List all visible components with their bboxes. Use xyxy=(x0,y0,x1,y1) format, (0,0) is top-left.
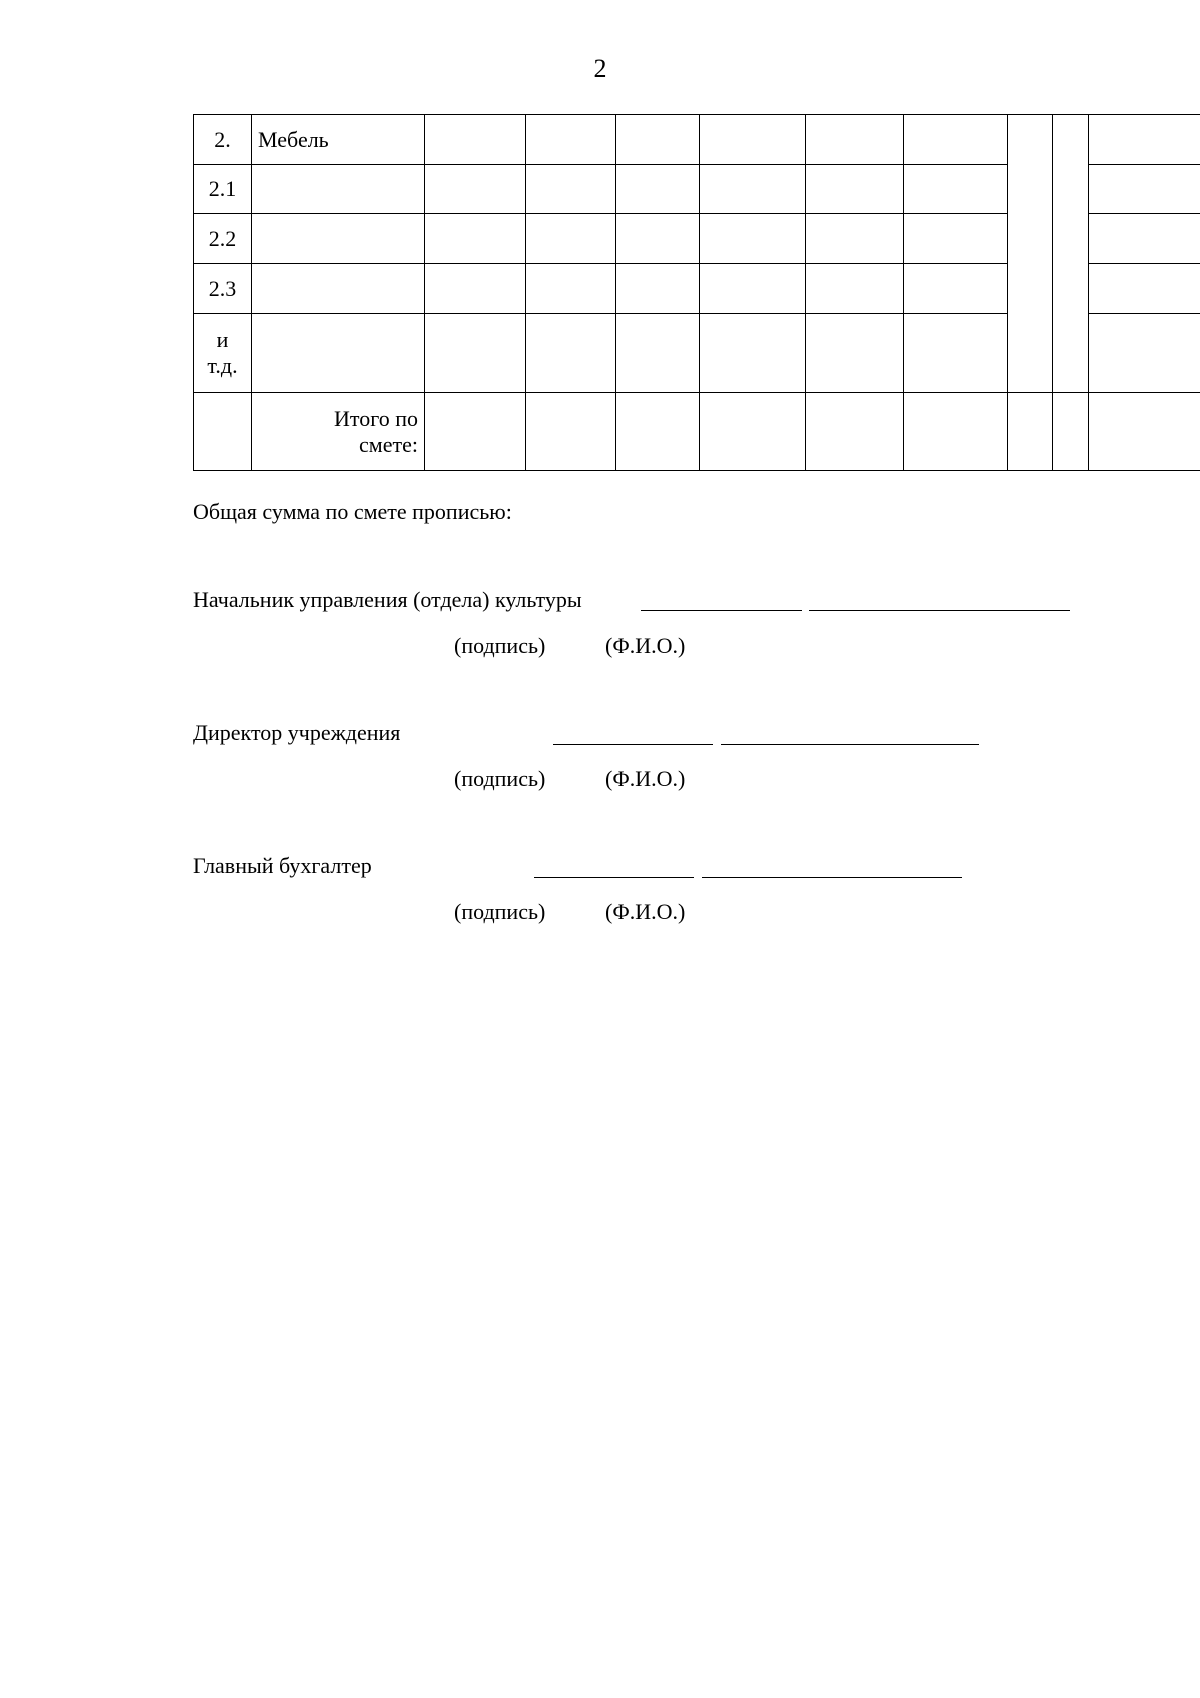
signature-caption: (подпись) xyxy=(454,633,546,658)
value-cell[interactable] xyxy=(425,165,526,214)
signature-title-head: Начальник управления (отдела) культуры xyxy=(193,587,582,612)
value-cell[interactable] xyxy=(1008,264,1053,314)
value-cell[interactable] xyxy=(616,264,700,314)
value-cell[interactable] xyxy=(425,264,526,314)
value-cell[interactable] xyxy=(700,165,806,214)
total-value-cell[interactable] xyxy=(526,393,616,471)
value-cell[interactable] xyxy=(904,115,1008,165)
value-cell[interactable] xyxy=(806,264,904,314)
table-row xyxy=(194,314,1200,393)
row-number-cell: 2. xyxy=(194,115,252,165)
value-cell[interactable] xyxy=(425,214,526,264)
row-number-cell: 2.3 xyxy=(194,264,252,314)
name-line[interactable] xyxy=(702,877,962,878)
signature-line[interactable] xyxy=(534,877,694,878)
total-value-cell[interactable] xyxy=(904,393,1008,471)
row-number-line: и xyxy=(216,327,229,352)
row-name-cell[interactable] xyxy=(252,264,425,314)
name-caption: (Ф.И.О.) xyxy=(605,766,686,791)
total-row xyxy=(194,393,1200,471)
total-value-cell[interactable] xyxy=(806,393,904,471)
signature-title-director: Директор учреждения xyxy=(193,720,401,745)
value-cell[interactable] xyxy=(1053,264,1089,314)
value-cell[interactable] xyxy=(1053,214,1089,264)
name-line[interactable] xyxy=(721,744,979,745)
signature-line[interactable] xyxy=(641,610,802,611)
value-cell[interactable] xyxy=(806,165,904,214)
row-name-cell[interactable]: Мебель xyxy=(252,115,425,165)
value-cell[interactable] xyxy=(526,115,616,165)
signature-caption: (подпись) xyxy=(454,766,546,791)
value-cell[interactable] xyxy=(1089,314,1200,393)
value-cell[interactable] xyxy=(806,214,904,264)
value-cell[interactable] xyxy=(700,115,806,165)
value-cell[interactable] xyxy=(1053,165,1089,214)
value-cell[interactable] xyxy=(700,214,806,264)
value-cell[interactable] xyxy=(1008,214,1053,264)
value-cell[interactable] xyxy=(1089,264,1200,314)
value-cell[interactable] xyxy=(1008,115,1053,165)
total-value-cell[interactable] xyxy=(1053,393,1089,471)
row-name-cell[interactable] xyxy=(252,314,425,393)
table-row xyxy=(194,115,1200,165)
table-row xyxy=(194,264,1200,314)
table-row xyxy=(194,165,1200,214)
value-cell[interactable] xyxy=(1053,115,1089,165)
row-name-cell[interactable] xyxy=(252,165,425,214)
value-cell[interactable] xyxy=(904,264,1008,314)
value-cell[interactable] xyxy=(526,214,616,264)
total-label-cell xyxy=(252,393,425,471)
name-caption: (Ф.И.О.) xyxy=(605,899,686,924)
value-cell[interactable] xyxy=(1089,214,1200,264)
row-number-cell: 2.2 xyxy=(194,214,252,264)
value-cell[interactable] xyxy=(1008,314,1053,393)
total-value-cell[interactable] xyxy=(616,393,700,471)
value-cell[interactable] xyxy=(904,214,1008,264)
value-cell[interactable] xyxy=(1008,165,1053,214)
value-cell[interactable] xyxy=(616,165,700,214)
total-value-cell[interactable] xyxy=(700,393,806,471)
signature-caption: (подпись) xyxy=(454,899,546,924)
total-in-words-label: Общая сумма по смете прописью: xyxy=(193,499,512,524)
total-label-line: смете: xyxy=(359,431,418,457)
value-cell[interactable] xyxy=(904,165,1008,214)
value-cell[interactable] xyxy=(526,314,616,393)
total-value-cell[interactable] xyxy=(1089,393,1200,471)
total-label-line: Итого по xyxy=(334,405,418,431)
value-cell[interactable] xyxy=(806,115,904,165)
value-cell[interactable] xyxy=(904,314,1008,393)
value-cell[interactable] xyxy=(1089,165,1200,214)
row-name-cell[interactable] xyxy=(252,214,425,264)
name-line[interactable] xyxy=(809,610,1070,611)
value-cell[interactable] xyxy=(425,115,526,165)
value-cell[interactable] xyxy=(616,115,700,165)
value-cell[interactable] xyxy=(616,214,700,264)
estimate-table-container xyxy=(193,114,1200,471)
name-caption: (Ф.И.О.) xyxy=(605,633,686,658)
value-cell[interactable] xyxy=(526,264,616,314)
value-cell[interactable] xyxy=(616,314,700,393)
row-number-line: т.д. xyxy=(207,353,238,378)
total-value-cell[interactable] xyxy=(1008,393,1053,471)
row-number-cell xyxy=(194,314,252,393)
signature-line[interactable] xyxy=(553,744,713,745)
value-cell[interactable] xyxy=(700,264,806,314)
value-cell[interactable] xyxy=(806,314,904,393)
total-value-cell[interactable] xyxy=(425,393,526,471)
value-cell[interactable] xyxy=(1053,314,1089,393)
row-number-cell: 2.1 xyxy=(194,165,252,214)
estimate-table xyxy=(193,114,1200,471)
page-number: 2 xyxy=(593,54,607,83)
value-cell[interactable] xyxy=(425,314,526,393)
table-row xyxy=(194,214,1200,264)
total-number-cell xyxy=(194,393,252,471)
value-cell[interactable] xyxy=(526,165,616,214)
signature-title-accountant: Главный бухгалтер xyxy=(193,853,372,878)
value-cell[interactable] xyxy=(700,314,806,393)
value-cell[interactable] xyxy=(1089,115,1200,165)
